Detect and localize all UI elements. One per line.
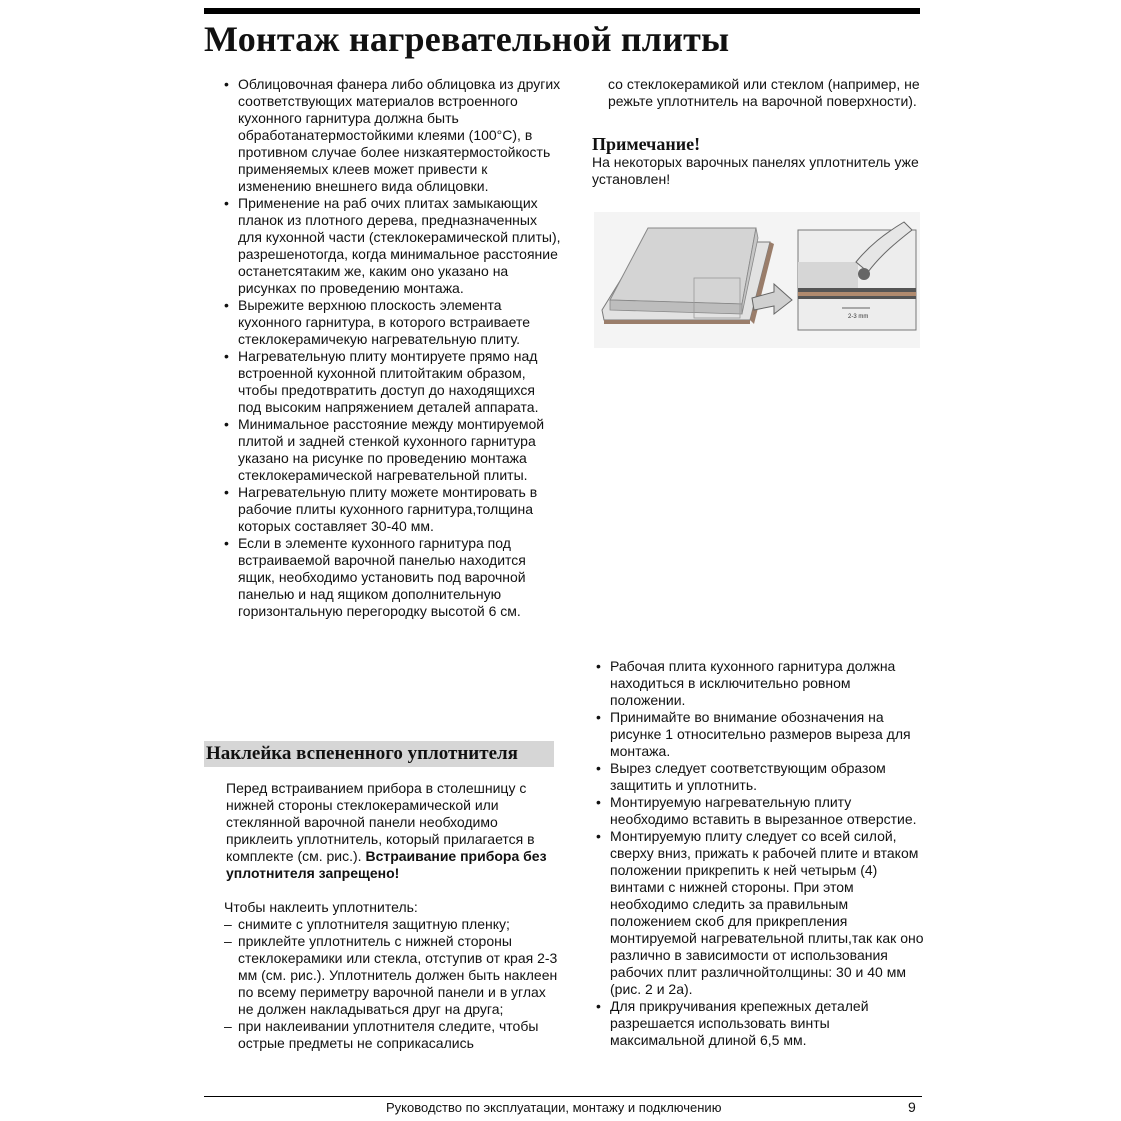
list-item: • Если в элементе кухонного гарнитура под встраиваемой варочной панелью находится ящик, необходимо установить под варочной панелью и над ящиком дополнительную горизонтальную перегородку высотой 6 см. [222,535,562,620]
note-text: На некоторых варочных панелях уплотнитель уже установлен! [592,154,919,187]
seal-intro-text: Перед встраиванием прибора в столешницу с нижней стороны стеклокерамической или стеклянной варочной панели необходимо приклеить уплотнитель, который прилагается в комплекте (см. рис.). [226,780,535,864]
right-column [592,76,922,188]
top-rule [204,8,920,14]
mounting-bullets-list [594,658,924,1049]
list-item: • Применение на раб очих плитах замыкающих планок из плотного дерева, предназначенных для кухонной части (стеклокерамической плиты), разрешенотогда, когда минимальное расстояние останетсятаким же, каким оно указано на рисунках по проведению монтажа. [222,195,562,297]
left-column [222,76,562,620]
list-item: – при наклеивании уплотнителя следите, чтобы острые предметы не соприкасались [224,1018,560,1052]
dimension-label: 2-3 mm [848,314,869,320]
list-item: • Вырежите верхнюю плоскость элемента кухонного гарнитура, в которого встраиваете стеклокерамичекую нагревательную плиту. [222,297,562,348]
list-item: • Монтируемую нагревательную плиту необходимо вставить в вырезанное отверстие. [594,794,924,828]
page-number: 9 [908,1099,916,1115]
mounting-bullets [594,658,924,1049]
footer-text: Руководство по эксплуатации, монтажу и подключению [386,1100,722,1115]
list-item: • Для прикручивания крепежных деталей разрешается использовать винты максимальной длиной 6,5 мм. [594,998,924,1049]
list-item: • Нагревательную плиту монтируете прямо над встроенной кухонной плитойтаким образом, чтобы предотвратить доступ до находящихся под высоким напряжением деталей аппарата. [222,348,562,416]
list-item: • Вырез следует соответствующим образом защитить и уплотнить. [594,760,924,794]
installation-bullets [222,76,562,620]
seal-intro-warning: Встраивание прибора без уплотнителя запрещено! [226,848,547,881]
seal-section-heading: Наклейка вспененного уплотнителя [204,741,554,767]
list-item: • Рабочая плита кухонного гарнитура должна находиться в исключительно ровном положении. [594,658,924,709]
list-item: • Принимайте во внимание обозначения на рисунке 1 относительно размеров выреза для монтажа. [594,709,924,760]
bottom-rule [204,1096,922,1097]
list-item: – приклейте уплотнитель с нижней стороны стеклокерамики или стекла, отступив от края 2-3 мм (см. рис.). Уплотнитель должен быть наклеен по всему периметру варочной панели и в углах не должен накладываться друг на друга; [224,933,560,1018]
list-item: • Облицовочная фанера либо облицовка из других соответствующих материалов встроенного кухонного гарнитура должна быть обработанатермостойкими клеями (100°С), в противном случае более низкаятермостойкость применяемых клеев может привести к изменению внешнего вида облицовки. [222,76,562,195]
seal-steps-list [224,916,560,1052]
seal-intro [226,780,562,882]
list-item: – снимите с уплотнителя защитную пленку; [224,916,560,933]
page-title: Монтаж нагревательной плиты [204,19,730,59]
list-item: • Минимальное расстояние между монтируемой плитой и задней стенкой кухонного гарнитура указано на рисунке по проведению монтажа стеклокерамической нагревательной плиты. [222,416,562,484]
seal-steps-title: Чтобы наклеить уплотнитель: [224,899,418,915]
seal-steps [224,899,560,1052]
list-item: • Нагревательную плиту можете монтировать в рабочие плиты кухонного гарнитура,толщина которых составляет 30-40 мм. [222,484,562,535]
seal-illustration [594,212,920,348]
list-item: • Монтируемую плиту следует со всей силой, сверху вниз, прижать к рабочей плите и втаком положении прикрепить к ней четырьм (4) винтами с нижней стороны. При этом необходимо следить за правильным положением скоб для прикрепления монтируемой нагревательной плиты,так как оно различно в зависимости от использования рабочих плит различнойтолщины: 30 и 40 мм (рис. 2 и 2а). [594,828,924,998]
continuation-text: со стеклокерамикой или стеклом (например, не режьте уплотнитель на варочной поверхности). [608,76,920,109]
note-heading: Примечание! [592,134,701,154]
seal-illustration-svg [594,212,920,348]
